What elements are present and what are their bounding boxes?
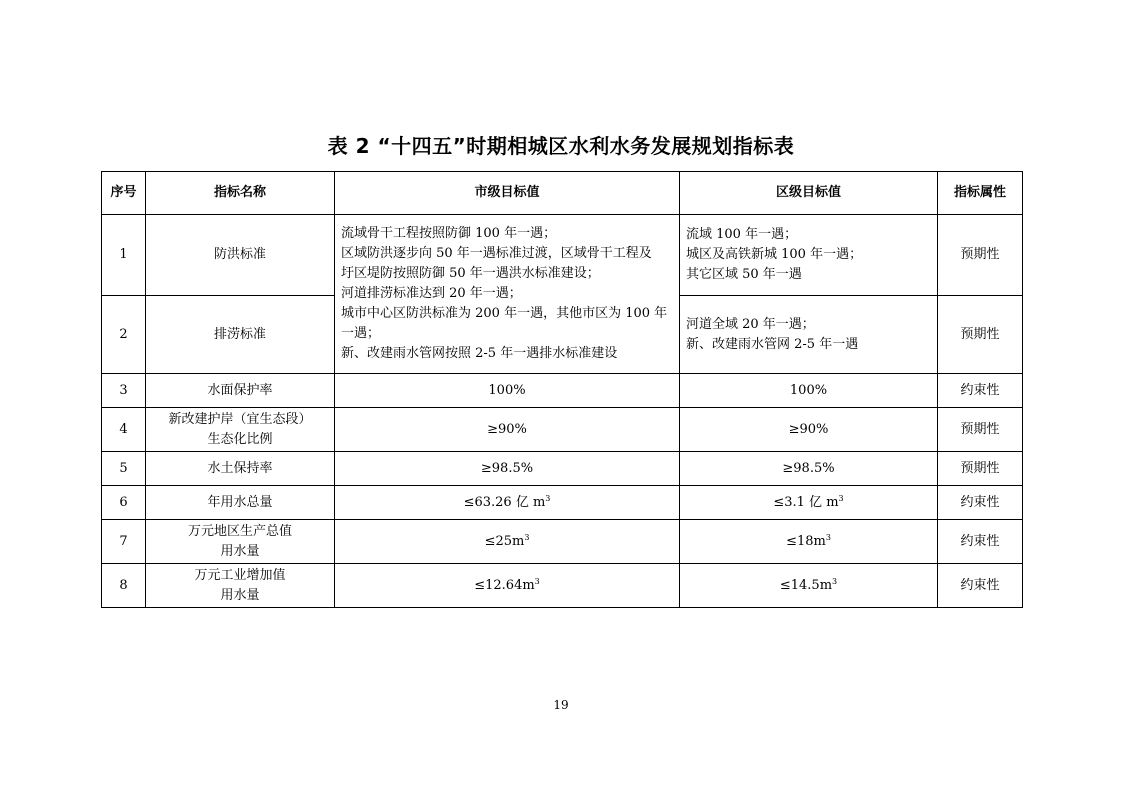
- header-row: [102, 172, 1023, 215]
- district-line: 其它区域 50 年一遇: [686, 267, 802, 282]
- row-name: [146, 408, 335, 452]
- row-name: 防洪标准: [146, 215, 335, 296]
- row-district-target: 100%: [680, 374, 938, 408]
- value-text: ≤63.26 亿 m: [463, 494, 546, 510]
- row-name-line: 万元地区生产总值: [187, 523, 292, 539]
- row-city-target: ≥98.5%: [335, 452, 680, 486]
- city-line: 区域防洪逐步向 50 年一遇标准过渡，区域骨干工程及: [341, 246, 652, 261]
- header-no: 序号: [102, 172, 146, 215]
- city-line: 圩区堤防按照防御 50 年一遇洪水标准建设；: [341, 266, 600, 281]
- superscript: 3: [832, 576, 838, 586]
- value-text: ≤3.1 亿 m: [773, 494, 839, 510]
- row-no: 5: [102, 452, 146, 486]
- value-text: ≤25m: [484, 533, 525, 549]
- row-attr: 约束性: [938, 520, 1023, 564]
- row-name: [146, 564, 335, 608]
- row-no: 7: [102, 520, 146, 564]
- indicator-table: [101, 171, 1023, 608]
- row-attr: 预期性: [938, 215, 1023, 296]
- row-name-line: 用水量: [220, 543, 260, 559]
- row-name: [146, 520, 335, 564]
- row-district-target: [680, 296, 938, 374]
- row-no: 2: [102, 296, 146, 374]
- table-row: [102, 564, 1023, 608]
- row-name-line: 用水量: [220, 587, 260, 603]
- district-line: 新、改建雨水管网 2-5 年一遇: [686, 336, 859, 352]
- row-attr: 约束性: [938, 564, 1023, 608]
- row-name: 水土保持率: [146, 452, 335, 486]
- row-city-target: [335, 215, 680, 374]
- row-attr: 约束性: [938, 374, 1023, 408]
- superscript: 3: [524, 532, 530, 542]
- row-city-target: [335, 520, 680, 564]
- row-city-target: [335, 564, 680, 608]
- superscript: 3: [545, 493, 551, 503]
- page-number: 19: [553, 698, 569, 712]
- value-text: ≤18m: [786, 533, 826, 549]
- superscript: 3: [825, 532, 831, 542]
- row-district-target: [680, 564, 938, 608]
- city-line: 河道排涝标准达到 20 年一遇；: [341, 286, 522, 301]
- row-name-line: 万元工业增加值: [194, 567, 286, 583]
- row-no: 4: [102, 408, 146, 452]
- table-row: [102, 215, 1023, 296]
- value-text: ≤12.64m: [474, 577, 535, 593]
- superscript: 3: [534, 576, 540, 586]
- city-line: 新、改建雨水管网按照 2-5 年一遇排水标准建设: [341, 346, 618, 361]
- value-text: ≤14.5m: [779, 577, 833, 593]
- district-line: 城区及高铁新城 100 年一遇；: [686, 247, 863, 262]
- row-district-target: [680, 520, 938, 564]
- row-name-line: 新改建护岸（宜生态段）: [168, 411, 312, 427]
- row-city-target: ≥90%: [335, 408, 680, 452]
- district-line: 河道全域 20 年一遇；: [686, 316, 815, 332]
- table-row: [102, 408, 1023, 452]
- row-no: 1: [102, 215, 146, 296]
- row-name: 水面保护率: [146, 374, 335, 408]
- district-line: 流域 100 年一遇；: [686, 227, 798, 242]
- table-title: 表 2 “十四五”时期相城区水利水务发展规划指标表: [327, 134, 795, 158]
- row-name: 年用水总量: [146, 486, 335, 520]
- header-attr: 指标属性: [938, 172, 1023, 215]
- city-line: 一遇；: [341, 326, 381, 341]
- row-city-target: [335, 486, 680, 520]
- row-district-target: ≥98.5%: [680, 452, 938, 486]
- row-district-target: [680, 215, 938, 296]
- row-name-line: 生态化比例: [207, 431, 273, 447]
- row-no: 6: [102, 486, 146, 520]
- row-city-target: 100%: [335, 374, 680, 408]
- city-line: 城市中心区防洪标准为 200 年一遇，其他市区为 100 年: [341, 306, 668, 321]
- row-no: 8: [102, 564, 146, 608]
- city-line: 流域骨干工程按照防御 100 年一遇；: [341, 226, 557, 241]
- row-attr: 预期性: [938, 452, 1023, 486]
- row-name: 排涝标准: [146, 296, 335, 374]
- row-attr: 预期性: [938, 296, 1023, 374]
- header-district: 区级目标值: [680, 172, 938, 215]
- header-city: 市级目标值: [335, 172, 680, 215]
- row-no: 3: [102, 374, 146, 408]
- table-row: [102, 486, 1023, 520]
- row-attr: 约束性: [938, 486, 1023, 520]
- superscript: 3: [838, 493, 844, 503]
- row-attr: 预期性: [938, 408, 1023, 452]
- row-district-target: ≥90%: [680, 408, 938, 452]
- table-row: [102, 452, 1023, 486]
- table-row: [102, 374, 1023, 408]
- table-row: [102, 520, 1023, 564]
- header-name: 指标名称: [146, 172, 335, 215]
- row-district-target: [680, 486, 938, 520]
